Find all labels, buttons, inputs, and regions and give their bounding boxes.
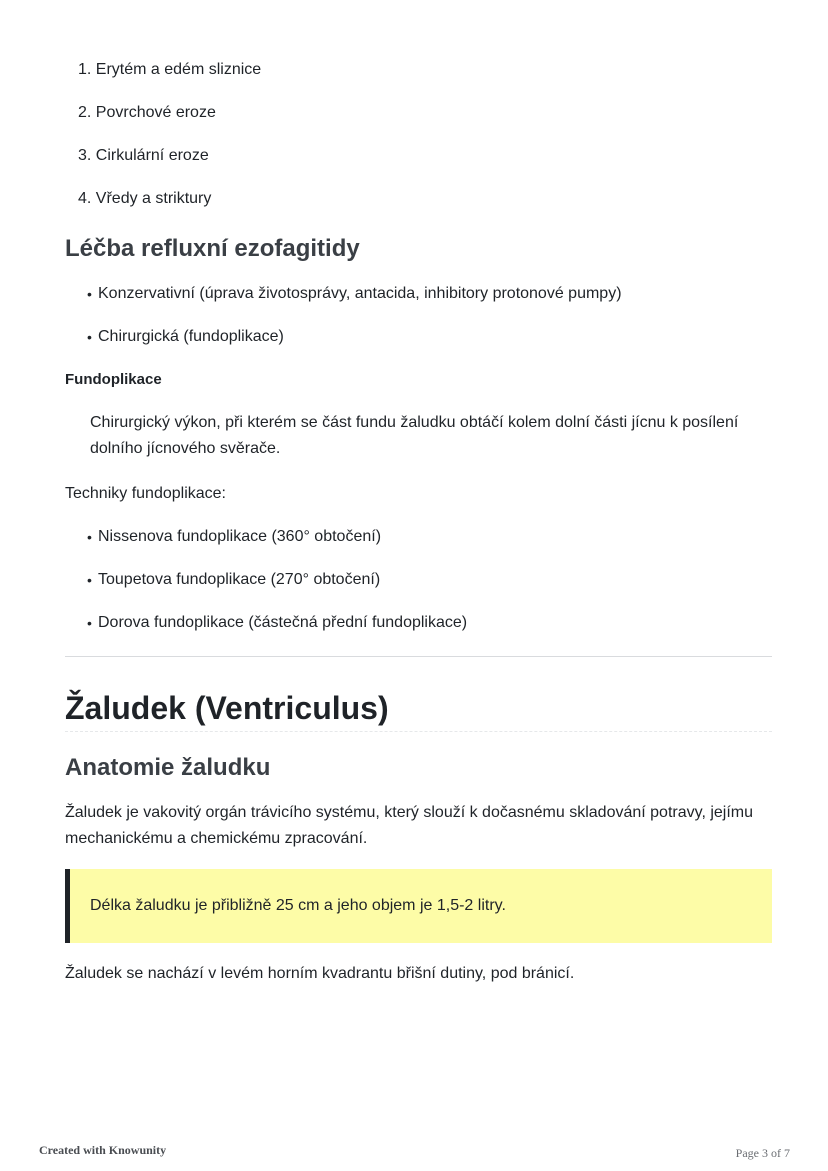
highlight-callout <box>65 869 772 943</box>
list-item: 3. Cirkulární eroze <box>78 147 209 164</box>
location-paragraph: Žaludek se nachází v levém horním kvadrantu břišní dutiny, pod bránicí. <box>65 965 575 982</box>
fundoplication-definition: Chirurgický výkon, při kterém se část fundu žaludku obtáčí kolem dolní části jícnu k posílení dolního jícnového svěrače. <box>90 414 739 457</box>
footer-credit: Created with Knowunity <box>39 1143 167 1157</box>
treatment-heading: Léčba refluxní ezofagitidy <box>65 235 360 262</box>
grade-list <box>78 58 261 230</box>
list-item-text: Chirurgická (fundoplikace) <box>98 328 284 345</box>
list-item-text: Toupetova fundoplikace (270° obtočení) <box>98 571 381 588</box>
techniques-list <box>87 525 467 654</box>
techniques-label: Techniky fundoplikace: <box>65 485 226 502</box>
list-item: 1. Erytém a edém sliznice <box>78 61 262 78</box>
list-item <box>87 568 467 592</box>
list-item <box>87 525 467 549</box>
section-title: Žaludek (Ventriculus) <box>65 690 389 726</box>
callout-text: Délka žaludku je přibližně 25 cm a jeho objem je 1,5-2 litry. <box>90 897 506 914</box>
list-item: 2. Povrchové eroze <box>78 104 216 121</box>
bullet-icon: • <box>87 529 92 545</box>
intro-paragraph: Žaludek je vakovitý orgán trávicího systému, který slouží k dočasnému skladování potravy, jejímu mechanickému a chemickému zpracování. <box>65 804 754 847</box>
list-item <box>87 611 467 635</box>
list-item-text: Dorova fundoplikace (částečná přední fundoplikace) <box>98 614 468 631</box>
bullet-icon: • <box>87 615 92 631</box>
title-underline <box>65 731 772 732</box>
bullet-icon: • <box>87 572 92 588</box>
page-number: Page 3 of 7 <box>735 1146 790 1160</box>
list-item <box>87 282 622 306</box>
list-item <box>87 325 622 349</box>
list-item-text: Konzervativní (úprava životosprávy, antacida, inhibitory protonové pumpy) <box>98 285 622 302</box>
anatomy-heading: Anatomie žaludku <box>65 754 271 781</box>
bullet-icon: • <box>87 329 92 345</box>
list-item-text: Nissenova fundoplikace (360° obtočení) <box>98 528 382 545</box>
bullet-icon: • <box>87 286 92 302</box>
list-item: 4. Vředy a striktury <box>78 190 212 207</box>
fundoplication-heading: Fundoplikace <box>65 371 162 388</box>
section-divider <box>65 656 772 657</box>
treatment-list <box>87 282 622 368</box>
